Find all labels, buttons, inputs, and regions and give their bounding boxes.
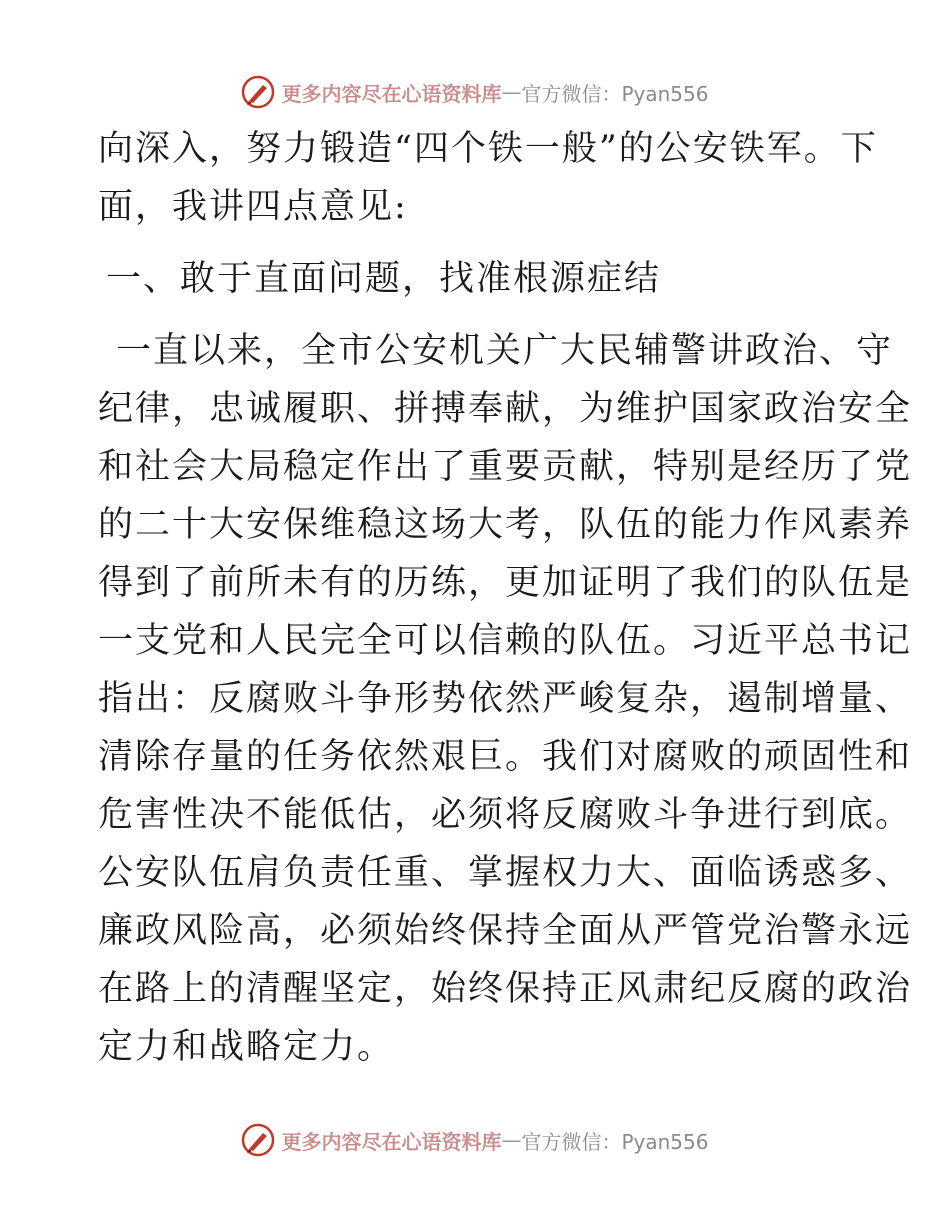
header-watermark [0,72,950,112]
body-line-12: 在路上的清醒坚定，始终保持正风肃纪反腐的政治 [98,969,913,1009]
body-line-7: 指出：反腐败斗争形势依然严峻复杂，遏制增量、 [98,679,913,719]
body-line-1: 一直以来，全市公安机关广大民辅警讲政治、守 [116,331,894,371]
pen-logo-icon [241,75,275,109]
pen-logo-icon [241,1123,275,1157]
body-line-11: 廉政风险高，必须始终保持全面从严管党治警永远 [98,911,913,951]
document-body [98,120,913,1076]
body-line-3: 和社会大局稳定作出了重要贡献，特别是经历了党 [98,447,913,487]
section-heading: 一、敢于直面问题，找准根源症结 [106,259,662,299]
watermark-main-text: 更多内容尽在心语资料库 [281,1129,502,1154]
body-line-10: 公安队伍肩负责任重、掌握权力大、面临诱惑多、 [98,853,913,893]
watermark-sub-text: 官方微信：Pyan556 [521,1129,709,1154]
body-line-13: 定力和战略定力。 [98,1027,395,1067]
footer-watermark [0,1120,950,1160]
watermark-sub-text: 官方微信：Pyan556 [521,81,709,106]
body-line-9: 危害性决不能低估，必须将反腐败斗争进行到底。 [98,795,913,835]
watermark-dash: — [501,80,522,104]
intro-line-1: 向深入，努力锻造“四个铁一般”的公安铁军。下 [98,129,878,169]
body-line-4: 的二十大安保维稳这场大考，队伍的能力作风素养 [98,505,913,545]
body-line-6: 一支党和人民完全可以信赖的队伍。习近平总书记 [98,621,913,661]
watermark-dash: — [501,1128,522,1152]
body-line-8: 清除存量的任务依然艰巨。我们对腐败的顽固性和 [98,737,913,777]
intro-line-2: 面，我讲四点意见: [98,187,408,227]
body-line-2: 纪律，忠诚履职、拼搏奉献，为维护国家政治安全 [98,389,913,429]
watermark-main-text: 更多内容尽在心语资料库 [281,81,502,106]
body-line-5: 得到了前所未有的历练，更加证明了我们的队伍是 [98,563,913,603]
